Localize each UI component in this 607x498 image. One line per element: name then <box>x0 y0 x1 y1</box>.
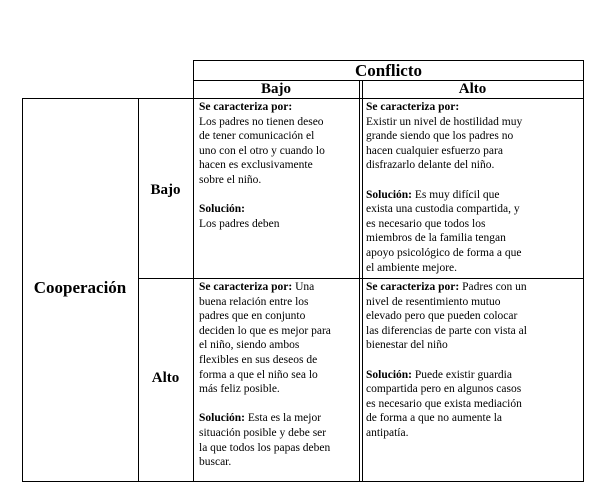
cell-line: las diferencias de parte con vista al <box>366 324 527 337</box>
cell-line: buscar. <box>199 456 232 469</box>
cell-line: antipatía. <box>366 426 409 439</box>
column-header-low: Bajo <box>261 81 291 97</box>
cell-line: Existir un nivel de hostilidad muy <box>366 115 523 128</box>
cell-line: buena relación entre los <box>199 295 309 308</box>
cell-line: Los padres deben <box>199 217 280 230</box>
cell-line: uno con el otro y cuando lo <box>199 144 325 157</box>
cell-line: Una <box>292 281 315 293</box>
cell-line: compartida pero en algunos casos <box>366 383 522 396</box>
cell-line: de forma a que no aumente la <box>366 412 503 425</box>
cell-line: bienestar del niño <box>366 339 448 352</box>
cell-line: hacen es exclusivamente <box>199 159 313 172</box>
cell-high-high <box>366 280 527 441</box>
cooperation-row-label: Cooperación <box>33 278 127 297</box>
cell-line: sobre el niño. <box>199 173 262 186</box>
cell-line: de tener comunicación el <box>199 130 315 143</box>
cell-line: apoyo psicológico de forma a que <box>366 246 522 259</box>
cell-line: el niño, siendo ambos <box>199 339 300 352</box>
cell-line: deciden lo que es mejor para <box>199 324 331 337</box>
cell-line: padres que en conjunto <box>199 310 306 323</box>
cell-line: elevado pero que pueden colocar <box>366 310 518 323</box>
cell-high-low <box>199 280 331 470</box>
cell-line: Puede existir guardia <box>412 368 512 381</box>
cell-line: más feliz posible. <box>199 383 280 396</box>
solution-label: Solución: <box>199 203 246 216</box>
cell-line: forma a que el niño sea lo <box>199 368 318 381</box>
cell-line: es necesario que todos los <box>366 217 486 230</box>
cell-line: nivel de resentimiento mutuo <box>366 295 501 308</box>
row-header-high: Alto <box>151 370 180 386</box>
cell-low-low <box>199 100 325 231</box>
characteristic-label: Se caracteriza por: <box>199 281 293 293</box>
characteristic-label: Se caracteriza por: <box>366 101 460 113</box>
cell-line: grande siendo que los padres no <box>366 130 514 143</box>
conflict-header: Conflicto <box>354 61 423 80</box>
characteristic-label: Se caracteriza por: <box>199 101 293 113</box>
cell-line: miembros de la familia tengan <box>366 232 506 245</box>
cell-line: hacen cualquier esfuerzo para <box>366 144 503 157</box>
characteristic-label: Se caracteriza por: <box>366 281 460 293</box>
cell-line: Esta es la mejor <box>245 412 322 425</box>
cell-line: flexibles en sus deseos de <box>199 353 318 366</box>
cell-line: Padres con un <box>459 281 527 293</box>
solution-label: Solución: <box>199 412 246 425</box>
column-header-high: Alto <box>458 81 487 97</box>
cell-line: Los padres no tienen deseo <box>199 115 324 128</box>
cell-low-high <box>366 100 522 275</box>
cell-line: es necesario que exista mediación <box>366 397 522 410</box>
cell-line: exista una custodia compartida, y <box>366 203 520 216</box>
cell-line: la que todos los papas deben <box>199 441 331 454</box>
cell-line: Es muy difícil que <box>412 188 500 201</box>
cell-line: situación posible y debe ser <box>199 426 327 439</box>
cell-line: disfrazarlo delante del niño. <box>366 159 495 172</box>
cell-line: el ambiente mejore. <box>366 261 458 274</box>
solution-label: Solución: <box>366 368 413 381</box>
row-header-low: Bajo <box>150 182 181 198</box>
solution-label: Solución: <box>366 188 413 201</box>
